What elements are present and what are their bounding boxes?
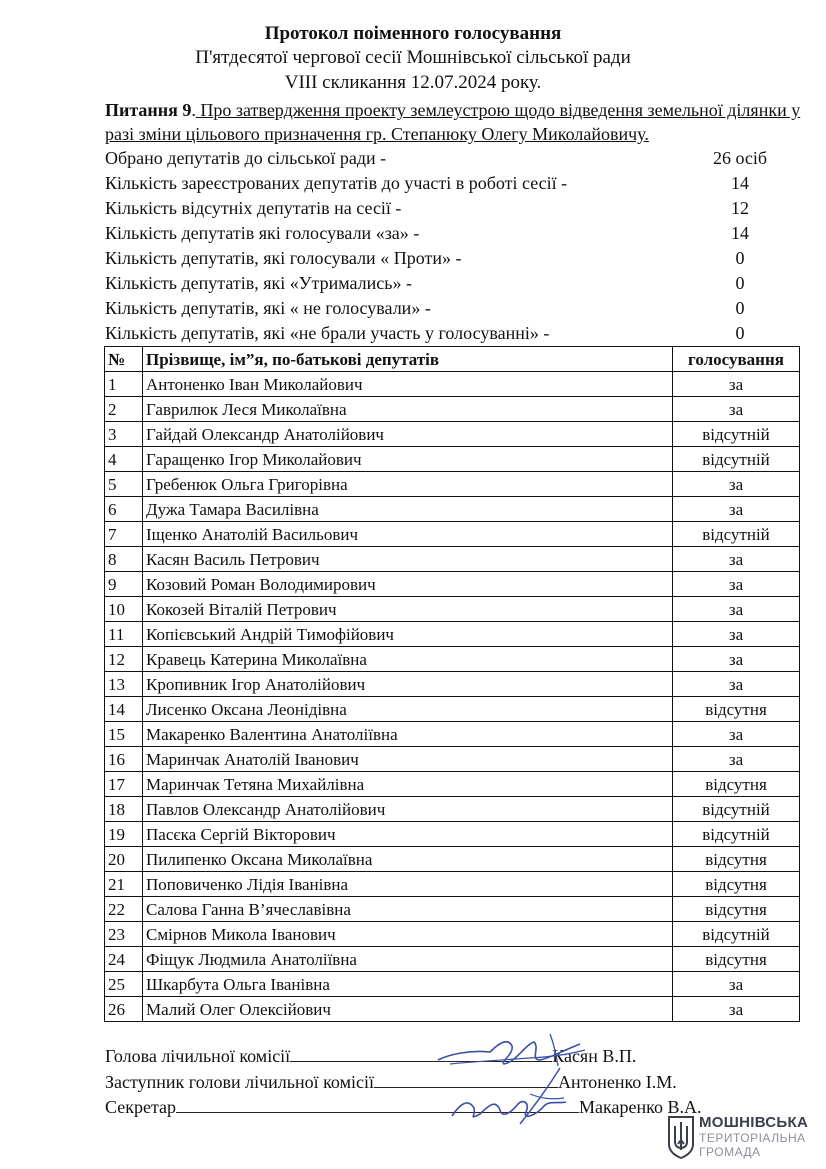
deputy-name: Гаврилюк Леся Миколаївна (143, 397, 673, 422)
deputy-name: Копієвський Андрій Тимофійович (143, 622, 673, 647)
stat-row (105, 296, 805, 321)
deputy-name: Гайдай Олександр Анатолійович (143, 422, 673, 447)
deputy-title: Заступник голови лічильної комісії (105, 1072, 374, 1092)
table-row (105, 697, 800, 722)
stat-label: Кількість депутатів які голосували «за» - (105, 223, 420, 243)
deputy-number: 5 (105, 472, 143, 497)
deputy-number: 6 (105, 497, 143, 522)
deputy-vote: відсутній (673, 422, 800, 447)
deputy-name: Касян Василь Петрович (143, 547, 673, 572)
table-row (105, 572, 800, 597)
question-block (105, 98, 805, 146)
deputy-vote: відсутня (673, 872, 800, 897)
deputy-vote: за (673, 372, 800, 397)
deputy-vote: відсутній (673, 797, 800, 822)
deputy-number: 17 (105, 772, 143, 797)
deputy-vote: за (673, 972, 800, 997)
deputy-name: Поповиченко Лідія Іванівна (143, 872, 673, 897)
table-row (105, 397, 800, 422)
secretary-title: Секретар (105, 1097, 177, 1117)
document-title: Протокол поіменного голосування (264, 23, 562, 44)
deputy-number: 25 (105, 972, 143, 997)
stat-label: Кількість відсутніх депутатів на сесії - (105, 198, 402, 218)
table-row (105, 997, 800, 1022)
deputy-vote: за (673, 647, 800, 672)
secretary-name: Макаренко В.А. (579, 1097, 702, 1117)
trident-icon (666, 1114, 696, 1160)
deputy-name: Гаращенко Ігор Миколайович (143, 447, 673, 472)
deputy-vote: відсутній (673, 822, 800, 847)
session-date: VIII скликання 12.07.2024 року. (284, 72, 542, 93)
table-row (105, 847, 800, 872)
table-row (105, 372, 800, 397)
table-row (105, 622, 800, 647)
deputy-number: 26 (105, 997, 143, 1022)
deputy-number: 22 (105, 897, 143, 922)
deputy-name: Пилипенко Оксана Миколаївна (143, 847, 673, 872)
deputy-name: Дужа Тамара Василівна (143, 497, 673, 522)
stat-value: 0 (735, 323, 745, 343)
table-row (105, 647, 800, 672)
table-row (105, 747, 800, 772)
deputy-vote: за (673, 747, 800, 772)
deputy-name: Салова Ганна В’ячеславівна (143, 897, 673, 922)
deputy-vote: за (673, 622, 800, 647)
deputy-number: 16 (105, 747, 143, 772)
secretary-handwritten-signature (440, 1064, 610, 1134)
deputy-vote: відсутній (673, 522, 800, 547)
stat-row (105, 196, 805, 221)
deputy-number: 14 (105, 697, 143, 722)
stat-row (105, 321, 805, 346)
table-row (105, 672, 800, 697)
logo-line-3: ГРОМАДА (699, 1145, 761, 1159)
stat-value: 12 (731, 198, 749, 218)
deputy-name: Павлов Олександр Анатолійович (143, 797, 673, 822)
stat-value: 0 (735, 248, 745, 268)
deputy-vote: за (673, 397, 800, 422)
deputy-vote: відсутня (673, 697, 800, 722)
table-row (105, 597, 800, 622)
table-row (105, 972, 800, 997)
table-row (105, 522, 800, 547)
table-row (105, 472, 800, 497)
deputy-vote: відсутній (673, 447, 800, 472)
signature-secretary (105, 1095, 701, 1119)
deputy-vote: відсутній (673, 922, 800, 947)
deputy-vote: за (673, 722, 800, 747)
deputy-number: 2 (105, 397, 143, 422)
deputy-name: Лисенко Оксана Леонідівна (143, 697, 673, 722)
deputy-number: 8 (105, 547, 143, 572)
deputy-number: 19 (105, 822, 143, 847)
table-row (105, 547, 800, 572)
table-header-row (105, 347, 800, 372)
deputy-number: 10 (105, 597, 143, 622)
deputy-name: Малий Олег Олексійович (143, 997, 673, 1022)
stat-row (105, 246, 805, 271)
table-row (105, 822, 800, 847)
deputy-number: 15 (105, 722, 143, 747)
deputy-name: Шкарбута Ольга Іванівна (143, 972, 673, 997)
deputy-name: Маринчак Тетяна Михайлівна (143, 772, 673, 797)
deputy-name: Кропивник Ігор Анатолійович (143, 672, 673, 697)
deputy-vote: за (673, 472, 800, 497)
deputy-number: 13 (105, 672, 143, 697)
table-row (105, 897, 800, 922)
table-row (105, 797, 800, 822)
stat-value: 14 (731, 173, 749, 193)
deputy-name: Кравець Катерина Миколаївна (143, 647, 673, 672)
deputy-number: 20 (105, 847, 143, 872)
stat-label: Кількість депутатів, які «Утримались» - (105, 273, 412, 293)
header-vote: голосування (673, 347, 800, 372)
deputy-vote: відсутня (673, 772, 800, 797)
table-row (105, 497, 800, 522)
table-row (105, 922, 800, 947)
chair-title: Голова лічильної комісії (105, 1046, 291, 1066)
stat-value: 14 (731, 223, 749, 243)
stat-label: Кількість депутатів, які « не голосували» - (105, 298, 431, 318)
table-row (105, 872, 800, 897)
deputy-number: 1 (105, 372, 143, 397)
community-logo (666, 1112, 816, 1164)
table-row (105, 772, 800, 797)
deputy-vote: за (673, 672, 800, 697)
deputy-number: 7 (105, 522, 143, 547)
deputy-number: 18 (105, 797, 143, 822)
deputy-number: 11 (105, 622, 143, 647)
stat-label: Кількість депутатів, які «не брали участь у голосуванні» - (105, 323, 550, 343)
deputy-name: Фіщук Людмила Анатоліївна (143, 947, 673, 972)
stat-row (105, 271, 805, 296)
deputy-name: Макаренко Валентина Анатоліївна (143, 722, 673, 747)
deputy-number: 9 (105, 572, 143, 597)
deputy-name: Пасєка Сергій Вікторович (143, 822, 673, 847)
stat-value: 0 (735, 298, 745, 318)
table-row (105, 422, 800, 447)
deputy-name: Гребенюк Ольга Григорівна (143, 472, 673, 497)
deputy-name: Маринчак Анатолій Іванович (143, 747, 673, 772)
question-text: Про затвердження проекту землеустрою щодо відведення земельної ділянки у разі зміни цільового призначення гр. Степанюку Олегу Миколайовичу. (105, 100, 801, 144)
stat-label: Кількість депутатів, які голосували « Проти» - (105, 248, 462, 268)
deputy-vote: відсутня (673, 847, 800, 872)
deputy-name: Іщенко Анатолій Васильович (143, 522, 673, 547)
stat-label: Обрано депутатів до сільської ради - (105, 148, 387, 168)
deputy-name: Антоненко І.М. (557, 1072, 677, 1092)
deputy-vote: за (673, 497, 800, 522)
deputy-name: Кокозей Віталій Петрович (143, 597, 673, 622)
deputy-number: 23 (105, 922, 143, 947)
stat-row (105, 171, 805, 196)
deputy-number: 3 (105, 422, 143, 447)
header-num: № (105, 347, 143, 372)
table-body (105, 372, 800, 1022)
deputy-vote: за (673, 572, 800, 597)
stat-row (105, 221, 805, 246)
logo-line-2: ТЕРИТОРІАЛЬНА (699, 1131, 806, 1145)
chair-name: Касян В.П. (552, 1046, 637, 1066)
stat-row (105, 146, 805, 171)
deputy-vote: за (673, 997, 800, 1022)
header-name: Прізвище, ім”я, по-батькові депутатів (143, 347, 673, 372)
table-row (105, 722, 800, 747)
question-label: Питання 9 (105, 100, 192, 120)
deputy-name: Козовий Роман Володимирович (143, 572, 673, 597)
table-row (105, 447, 800, 472)
deputy-number: 21 (105, 872, 143, 897)
deputy-vote: відсутня (673, 947, 800, 972)
stat-label: Кількість зареєстрованих депутатів до участі в роботі сесії - (105, 173, 568, 193)
session-name: П'ятдесятої чергової сесії Мошнівської сільської ради (195, 47, 631, 68)
logo-line-1: МОШНІВСЬКА (699, 1114, 809, 1131)
deputy-number: 12 (105, 647, 143, 672)
deputy-name: Смірнов Микола Іванович (143, 922, 673, 947)
stat-value: 0 (735, 273, 745, 293)
deputy-number: 24 (105, 947, 143, 972)
deputy-name: Антоненко Іван Миколайович (143, 372, 673, 397)
table-row (105, 947, 800, 972)
votes-table (104, 346, 800, 1022)
deputy-vote: за (673, 547, 800, 572)
stat-value: 26 осіб (712, 148, 768, 168)
stats-list (105, 146, 805, 346)
deputy-number: 4 (105, 447, 143, 472)
question-dot: . (191, 100, 196, 120)
deputy-vote: відсутня (673, 897, 800, 922)
deputy-vote: за (673, 597, 800, 622)
